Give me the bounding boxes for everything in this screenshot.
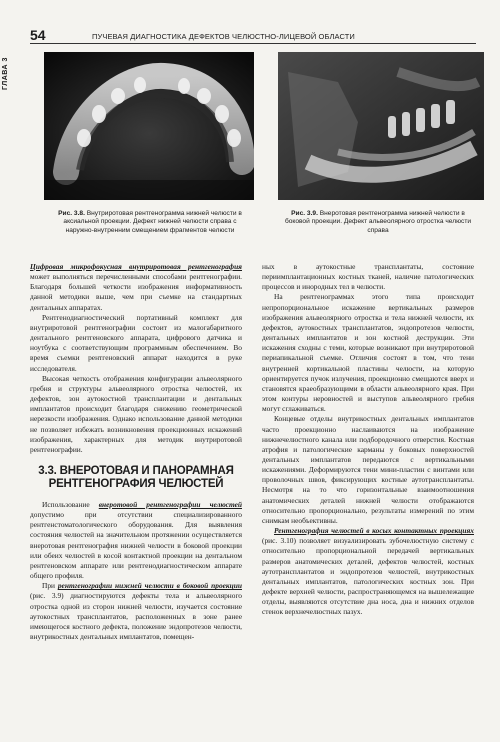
paragraph-text: (рис. 3.9) диагностируются дефекты тела и альвеолярного отростка одной из сторон нижней челюсти, изучается состояние аутокостных трансплантатов, расположенных в зоне ранее имеющегося костного дефекта, положение эндопротезов челюсти, внутрикостных дентальных имплантатов, помещен- bbox=[30, 591, 242, 641]
page-number: 54 bbox=[30, 27, 46, 43]
figure-3-9-caption bbox=[280, 210, 476, 235]
paragraph-text: (рис. 3.10) позволяет визуализировать зубочелюстную систему с относительно пропорциональной передачей вертикальных размеров анатомических деталей, дефектов челюстей, костных аутотрансплантатов и эндопротезов челюстей, внутрикостных дентальных имплантатов, патологических костных зон. При дефекте верхней челюсти, распространяющемся на вышележащие отделы, выявляются отсутствие дна носа, дна и нижних отделов стенок верхнечелюстных пазух. bbox=[262, 536, 474, 617]
right-text-column bbox=[262, 262, 474, 617]
paragraph: ных в аутокостные трансплантаты, состояние периимплантационных костных тканей, наличие патологических процессов и инородных тел в челюсти. bbox=[262, 262, 474, 292]
term-extraoral-radiography: внеротовой рентгенографии челюстей bbox=[98, 499, 242, 509]
figure-3-9-label: Рис. 3.9. bbox=[291, 210, 318, 217]
axial-mandible-xray-image bbox=[44, 52, 254, 200]
figure-3-8-radiograph bbox=[44, 52, 254, 200]
paragraph: Рентгенодиагностический портативный комплект для внутриротовой рентгенографии состоит из малогабаритного дентального рентгеновского аппарата, цифрового датчика и ноутбука с соответствующим программным обеспечением. Во время съемки рентгеновский аппарат находится в руке исследователя. bbox=[30, 312, 242, 373]
paragraph-text: Использование bbox=[42, 499, 99, 509]
running-head: ПУЧЕВАЯ ДИАГНОСТИКА ДЕФЕКТОВ ЧЕЛЮСТНО-ЛИЦЕВОЙ ОБЛАСТИ bbox=[92, 32, 355, 41]
left-text-column bbox=[30, 262, 242, 642]
term-digital-microfocus: Цифровая микрофокусная внутриротовая рентгенография bbox=[30, 262, 242, 271]
paragraph bbox=[262, 526, 474, 617]
term-lateral-projection: рентгенографии нижней челюсти в боковой проекции bbox=[57, 581, 242, 591]
figure-3-8-label: Рис. 3.8. bbox=[58, 210, 85, 217]
paragraph: На рентгенограммах этого типа происходит непропорциональное искажение вертикальных размеров изображения альвеолярного отростка и тела нижней челюсти, их дефектов, аутокостных трансплантатов, эндопротезов челюсти, дентальных имплантатов и зон костной деструкции. Эти искажения сходны с теми, которые возникают при внутриротовой периапикальной съемке. Отличия состоят в том, что тени внутренней кортикальной пластины челюсти, на которую ориентируется пучок излучения, проекционно смещаются вверх и становятся краеобразующими в области альвеолярного края. При этом контуры неровностей и выступов альвеолярного гребня могут сглаживаться. bbox=[262, 292, 474, 414]
term-oblique-contact: Рентгенография челюстей в косых контактных проекциях bbox=[274, 526, 474, 536]
paragraph: Высокая четкость отображения конфигурации альвеолярного гребня и структуры альвеолярного отростка челюстей, их дефектов, зон аутокостной трансплантации и дентальных имплантатов происходит благодаря снижению геометрической нерезкости изображения. Однако использование данной методики не позволяет избежать возникновения проекционных искажений изображения, характерных для методик внутриротовой рентгенографии. bbox=[30, 373, 242, 454]
figure-3-8-caption bbox=[50, 210, 250, 235]
figure-3-8-caption-text: Внутриротовая рентгенограмма нижней челюсти в аксиальной проекции. Дефект нижней челюсти справа с наружно-внутренним смещением фрагментов челюсти bbox=[63, 210, 242, 234]
paragraph bbox=[30, 500, 242, 581]
figure-3-9-radiograph bbox=[278, 52, 484, 200]
paragraph-text: допустимо при отсутствии специализированного рентгенстоматологического оборудования. Для выявления состояния челюстей на значительном протяжении осуществляется внеротовая рентгенография нижней челюсти в боковой проекции или обеих челюстей в косой контактной проекции на дентальном рентгеновском аппарате или рентгенодиагностическом аппарате общего профиля. bbox=[30, 510, 242, 581]
lateral-mandible-xray-image bbox=[278, 52, 484, 200]
header-rule bbox=[30, 43, 476, 44]
paragraph bbox=[30, 262, 242, 313]
chapter-side-label: ГЛАВА 3 bbox=[2, 57, 9, 90]
paragraph-text: может выполняться перечисленными способами рентгенографии. Благодаря большей четкости изображения информативность данной методики выше, чем при съемке на стандартных дентальных аппаратах. bbox=[30, 272, 242, 312]
paragraph: Концевые отделы внутрикостных дентальных имплантатов часто проекционно наслаиваются на изображение нижнечелюстного канала или подбородочного отверстия. Костная атрофия и патологические карманы у боковых поверхностей дентальных имплантатов передаются с вертикальными искажениями. Деформируются тени мини-пластин с винтами или проволочных швов, фиксирующих костные аутотрансплантаты. Несмотря на то что горизонтальные взаимоотношения анатомических деталей нижней челюсти отображаются относительно пропорционально, результаты измерений по этим снимкам необъективны. bbox=[262, 414, 474, 525]
section-heading: 3.3. ВНЕРОТОВАЯ И ПАНОРАМНАЯ РЕНТГЕНОГРАФИЯ ЧЕЛЮСТЕЙ bbox=[38, 464, 234, 490]
paragraph-text: При bbox=[42, 581, 58, 591]
paragraph bbox=[30, 581, 242, 642]
figure-3-9-caption-text: Внеротовая рентгенограмма нижней челюсти в боковой проекции. Дефект альвеолярного отростка челюсти справа bbox=[284, 210, 472, 234]
